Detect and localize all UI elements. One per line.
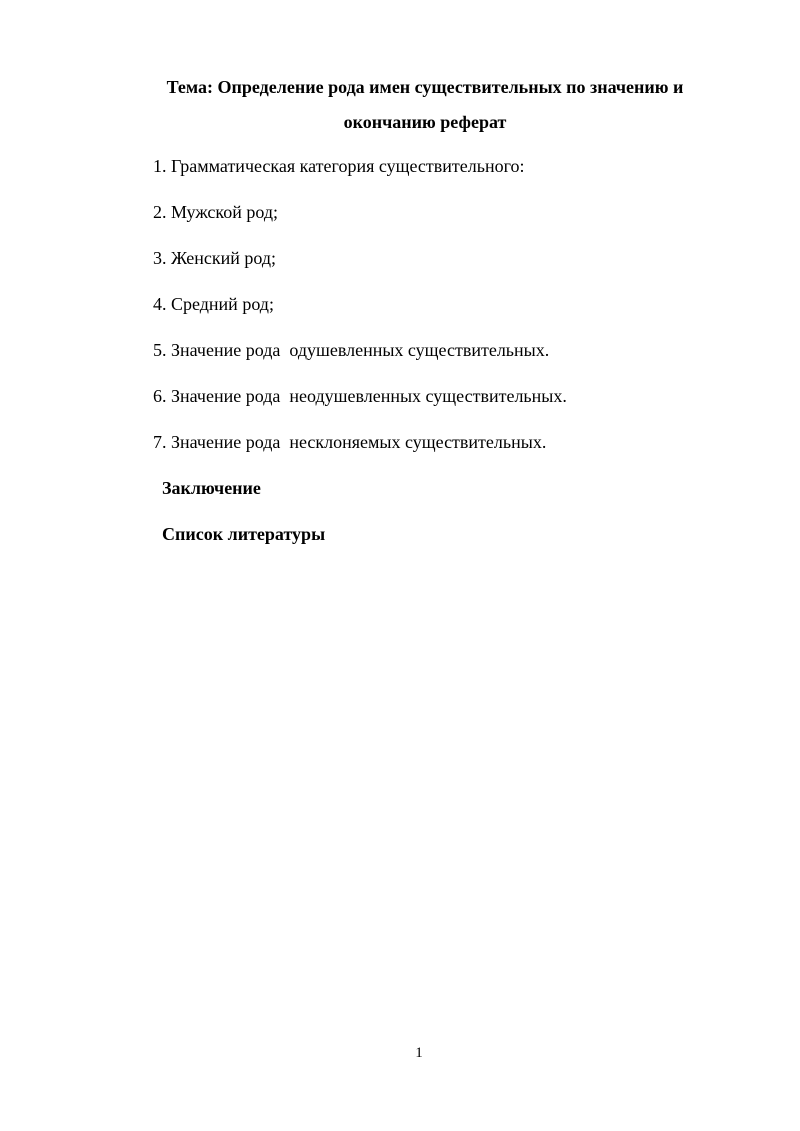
title-line-2: окончанию реферат xyxy=(343,112,507,132)
toc-item-2: 2. Мужской род; xyxy=(153,202,279,222)
references-heading: Список литературы xyxy=(162,524,326,544)
toc-item-6: 6. Значение рода неодушевленных существительных. xyxy=(153,386,567,406)
page-number: 1 xyxy=(415,1045,423,1061)
toc-item-4: 4. Средний род; xyxy=(153,294,274,314)
toc-item-7: 7. Значение рода несклоняемых существительных. xyxy=(153,432,547,452)
title-line-1: Тема: Определение рода имен существительных по значению и xyxy=(166,77,684,97)
conclusion-heading: Заключение xyxy=(162,478,261,498)
document-title xyxy=(140,70,710,140)
toc-item-5: 5. Значение рода одушевленных существительных. xyxy=(153,340,550,360)
toc-item-3: 3. Женский род; xyxy=(153,248,276,268)
toc-item-1: 1. Грамматическая категория существительного: xyxy=(153,156,525,176)
